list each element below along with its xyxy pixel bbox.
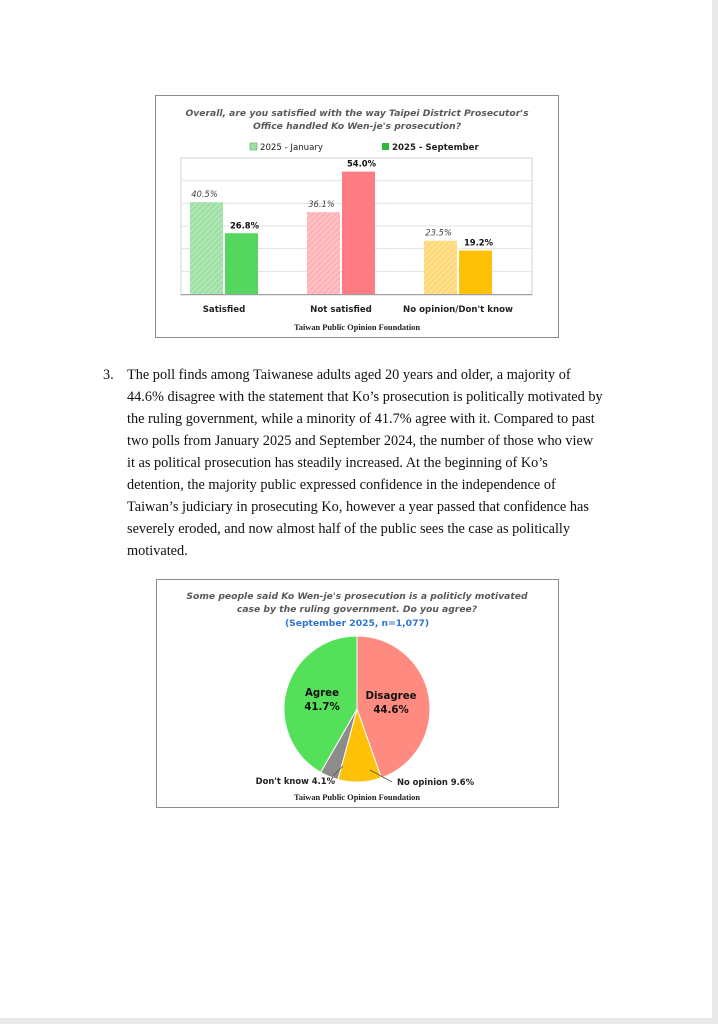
pie-title-line2: case by the ruling government. Do you agree? — [236, 604, 478, 615]
bar-value-label: 26.8% — [229, 220, 260, 231]
paragraph-3 — [103, 364, 603, 562]
paragraph-number: 3. — [103, 367, 114, 383]
paragraph-text: The poll finds among Taiwanese adults aged 20 years and older, a majority of 44.6% disagree with the statement that Ko’s prosecution is politically motivated by the ruling government, while a minority of 41.7% agree with it. Compared to past two polls from January 2025 and September 2024, the number of those who view it as political prosecution has steadily increased. At the beginning of Ko’s detention, the majority public expressed confidence in the independence of Taiwan’s judiciary in prosecuting Ko, however a year passed that confidence has severely eroded, and now almost half of the public sees the case as politically motivated. — [127, 367, 603, 559]
bar-value-label: 54.0% — [346, 158, 377, 169]
agree-value: 41.7% — [304, 702, 340, 713]
disagree-label: Disagree — [365, 691, 417, 702]
category-label-satisfied: Satisfied — [202, 305, 246, 315]
legend-label-september: 2025 - September — [392, 143, 479, 153]
noopinion-label: No opinion 9.6% — [397, 777, 474, 787]
bar-no-opinion-september — [459, 250, 492, 294]
bar-hatch-overlay — [307, 212, 340, 294]
chart-source: Taiwan Public Opinion Foundation — [293, 323, 421, 332]
legend-swatch-january — [250, 143, 257, 150]
category-label-no-opinion: No opinion/Don't know — [403, 305, 513, 315]
category-label-not-satisfied: Not satisfied — [310, 305, 372, 315]
chart-title-line2: Office handled Ko Wen-je's prosecution? — [252, 121, 462, 132]
pie-source: Taiwan Public Opinion Foundation — [293, 793, 421, 802]
bar-not-satisfied-september — [342, 172, 375, 294]
legend-swatch-september — [382, 143, 389, 150]
legend-label-january: 2025 - January — [260, 143, 324, 153]
prosecution-pie-chart — [156, 579, 559, 808]
bar-hatch-overlay — [190, 202, 223, 294]
bar-value-label: 36.1% — [308, 199, 335, 210]
dontknow-label: Don't know 4.1% — [255, 776, 335, 786]
bar-satisfied-september — [225, 233, 258, 294]
disagree-value: 44.6% — [373, 705, 409, 716]
agree-label: Agree — [304, 688, 340, 699]
satisfaction-bar-chart — [155, 95, 559, 338]
pie-chart-svg — [157, 580, 558, 807]
bar-value-label: 40.5% — [191, 189, 218, 200]
pie-title-line1: Some people said Ko Wen-je's prosecution is a politicly motivated — [186, 591, 528, 602]
bar-chart-svg — [156, 96, 558, 337]
chart-title-line1: Overall, are you satisfied with the way Taipei District Prosecutor's — [185, 108, 529, 119]
bar-value-label: 23.5% — [425, 227, 452, 238]
bar-value-label: 19.2% — [463, 237, 494, 248]
pie-subtitle: (September 2025, n=1,077) — [284, 618, 430, 629]
bar-hatch-overlay — [424, 241, 457, 294]
